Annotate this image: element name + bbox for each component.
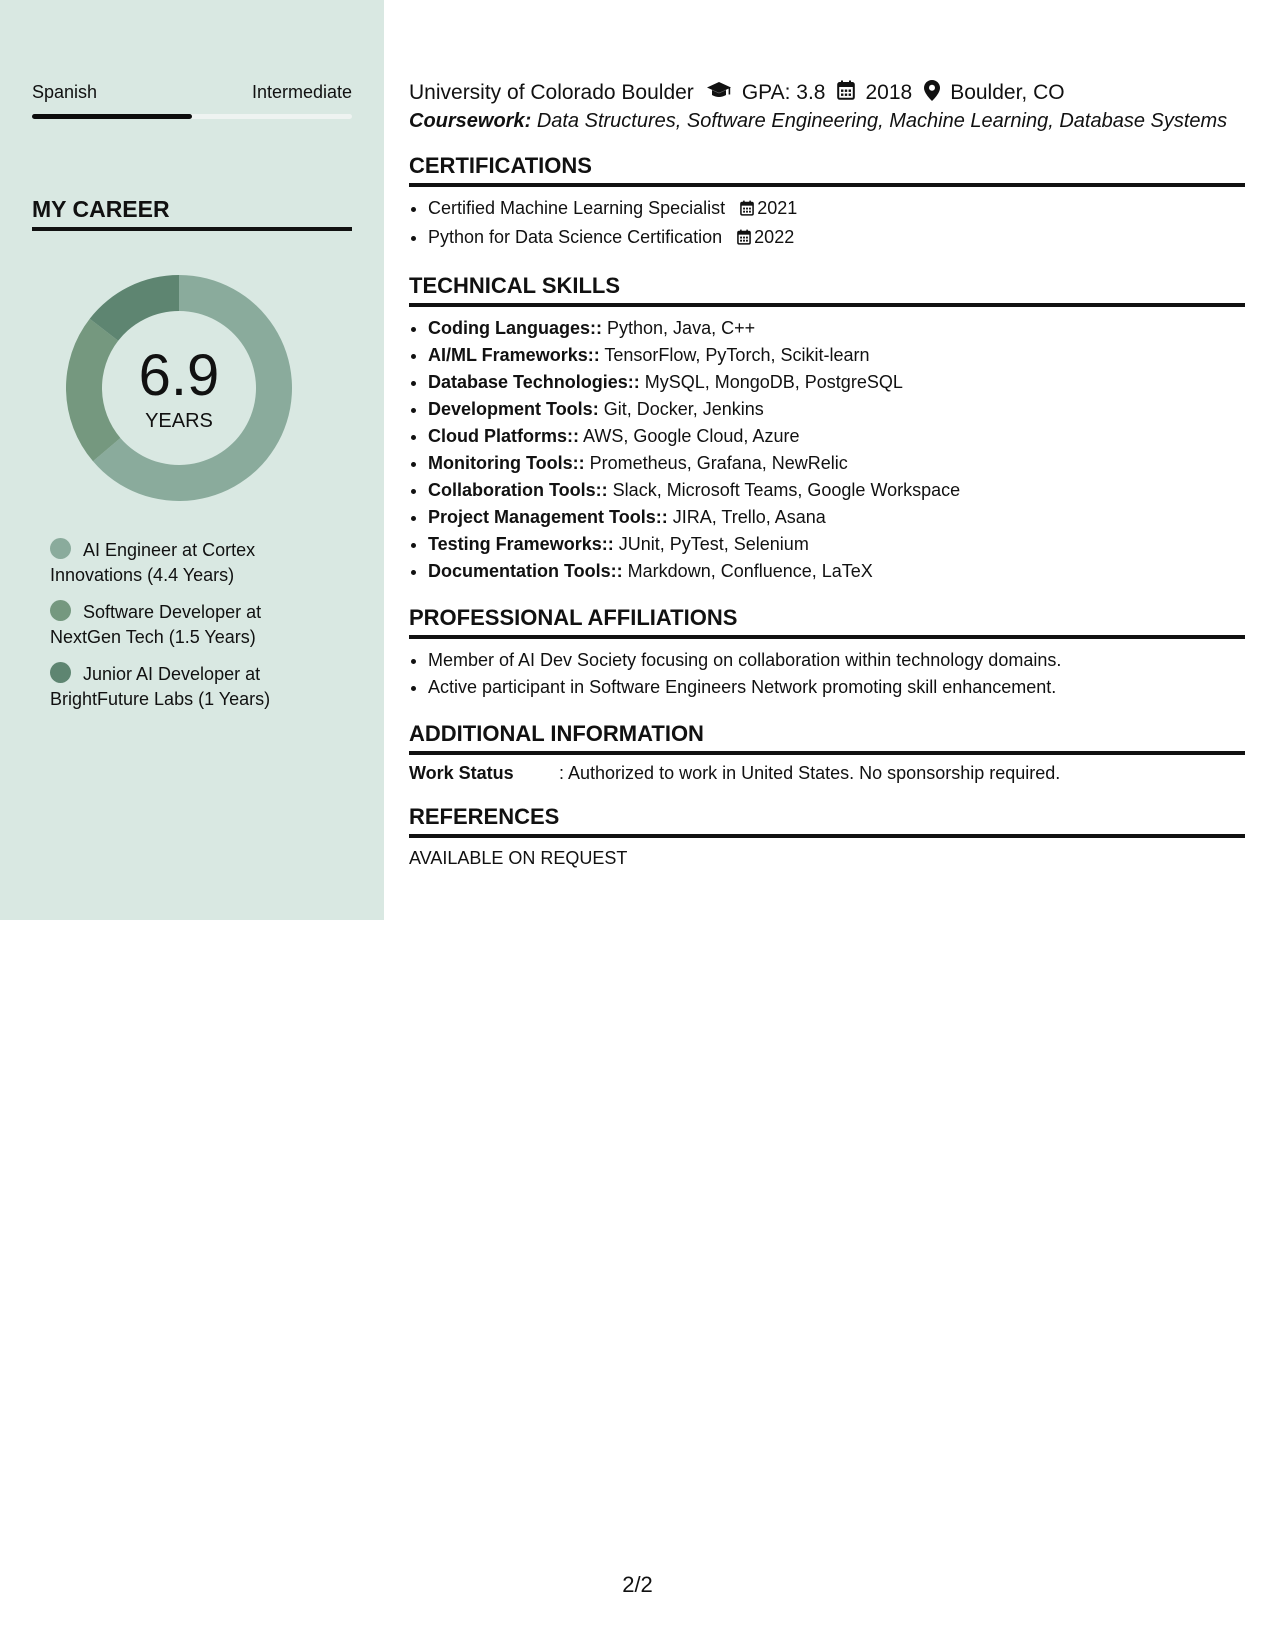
sidebar bbox=[0, 0, 384, 920]
calendar-icon bbox=[837, 80, 855, 106]
career-heading: MY CAREER bbox=[32, 196, 352, 231]
graduation-cap-icon bbox=[706, 80, 732, 106]
skill-values: Git, Docker, Jenkins bbox=[603, 399, 764, 419]
references-heading: REFERENCES bbox=[409, 804, 1245, 838]
gpa: GPA: 3.8 bbox=[741, 81, 826, 104]
skill-category: Database Technologies:: bbox=[428, 372, 640, 392]
school-name: University of Colorado Boulder bbox=[409, 81, 694, 104]
affiliation-item: • Member of AI Dev Society focusing on collaboration within technology domains. bbox=[428, 647, 1245, 674]
skill-item bbox=[428, 369, 1245, 396]
skill-category: Documentation Tools:: bbox=[428, 561, 623, 581]
work-status-value: : Authorized to work in United States. No sponsorship required. bbox=[559, 763, 1061, 783]
career-legend-item bbox=[50, 662, 300, 712]
legend-dot-icon bbox=[50, 600, 71, 621]
calendar-icon bbox=[737, 226, 751, 253]
affiliation-item: • Active participant in Software Engineers Network promoting skill enhancement. bbox=[428, 674, 1245, 701]
language-proficiency-fill bbox=[32, 114, 192, 119]
certification-name: Python for Data Science Certification bbox=[428, 227, 723, 247]
certification-year: 2021 bbox=[757, 198, 798, 218]
education-line bbox=[409, 80, 1245, 106]
skill-values: Prometheus, Grafana, NewRelic bbox=[589, 453, 848, 473]
career-role-label: AI Engineer at Cortex Innovations (4.4 Years) bbox=[50, 540, 256, 585]
skill-values: Markdown, Confluence, LaTeX bbox=[627, 561, 873, 581]
skill-category: Coding Languages:: bbox=[428, 318, 602, 338]
skill-category: Development Tools: bbox=[428, 399, 599, 419]
coursework-list: Data Structures, Software Engineering, Machine Learning, Database Systems bbox=[536, 110, 1228, 132]
career-role-label: Junior AI Developer at BrightFuture Labs (1 Years) bbox=[50, 664, 271, 709]
language-name: Spanish bbox=[32, 82, 98, 102]
career-years-label: YEARS bbox=[145, 410, 213, 432]
skill-values: JIRA, Trello, Asana bbox=[672, 507, 826, 527]
page-number: 2/2 bbox=[622, 1572, 653, 1597]
professional-affiliations-heading: PROFESSIONAL AFFILIATIONS bbox=[409, 605, 1245, 639]
career-role-label: Software Developer at NextGen Tech (1.5 Years) bbox=[50, 602, 262, 647]
school-location: Boulder, CO bbox=[950, 81, 1065, 104]
technical-skills-heading: TECHNICAL SKILLS bbox=[409, 273, 1245, 307]
skill-values: JUnit, PyTest, Selenium bbox=[618, 534, 809, 554]
career-legend bbox=[50, 538, 300, 724]
graduation-year: 2018 bbox=[865, 81, 913, 104]
skill-category: Cloud Platforms:: bbox=[428, 426, 579, 446]
certification-item bbox=[428, 224, 1245, 253]
skill-item bbox=[428, 396, 1245, 423]
skill-category: Collaboration Tools:: bbox=[428, 480, 608, 500]
calendar-icon bbox=[740, 197, 754, 224]
skill-values: Slack, Microsoft Teams, Google Workspace bbox=[612, 480, 961, 500]
skill-values: AWS, Google Cloud, Azure bbox=[583, 426, 800, 446]
skill-item bbox=[428, 504, 1245, 531]
skill-item bbox=[428, 558, 1245, 585]
skill-values: MySQL, MongoDB, PostgreSQL bbox=[644, 372, 903, 392]
career-legend-item bbox=[50, 600, 300, 650]
skill-values: Python, Java, C++ bbox=[607, 318, 756, 338]
skill-item bbox=[428, 477, 1245, 504]
legend-dot-icon bbox=[50, 538, 71, 559]
certifications-heading: CERTIFICATIONS bbox=[409, 153, 1245, 187]
career-legend-item bbox=[50, 538, 300, 588]
coursework-line bbox=[409, 110, 1245, 133]
skill-category: Monitoring Tools:: bbox=[428, 453, 585, 473]
affiliations-list bbox=[409, 647, 1245, 701]
skill-category: Testing Frameworks:: bbox=[428, 534, 614, 554]
language-proficiency-bar bbox=[32, 114, 352, 119]
certification-year: 2022 bbox=[754, 227, 795, 247]
career-total-years: 6.9 bbox=[138, 343, 220, 408]
skill-item bbox=[428, 423, 1245, 450]
main-content bbox=[409, 80, 1245, 869]
skill-item bbox=[428, 342, 1245, 369]
technical-skills-list bbox=[409, 315, 1245, 585]
references-text: AVAILABLE ON REQUEST bbox=[409, 848, 628, 868]
skill-item bbox=[428, 531, 1245, 558]
work-status-row bbox=[409, 763, 1245, 784]
certifications-list bbox=[409, 195, 1245, 253]
skill-category: Project Management Tools:: bbox=[428, 507, 668, 527]
coursework-label: Coursework: bbox=[409, 110, 532, 132]
work-status-label: Work Status bbox=[409, 763, 514, 783]
certification-name: Certified Machine Learning Specialist bbox=[428, 198, 726, 218]
additional-information-heading: ADDITIONAL INFORMATION bbox=[409, 721, 1245, 755]
skill-values: TensorFlow, PyTorch, Scikit-learn bbox=[604, 345, 870, 365]
legend-dot-icon bbox=[50, 662, 71, 683]
skill-item bbox=[428, 315, 1245, 342]
skill-category: AI/ML Frameworks:: bbox=[428, 345, 600, 365]
certification-item bbox=[428, 195, 1245, 224]
language-row bbox=[32, 82, 352, 103]
language-level: Intermediate bbox=[251, 82, 352, 102]
skill-item bbox=[428, 450, 1245, 477]
map-pin-icon bbox=[924, 80, 940, 107]
